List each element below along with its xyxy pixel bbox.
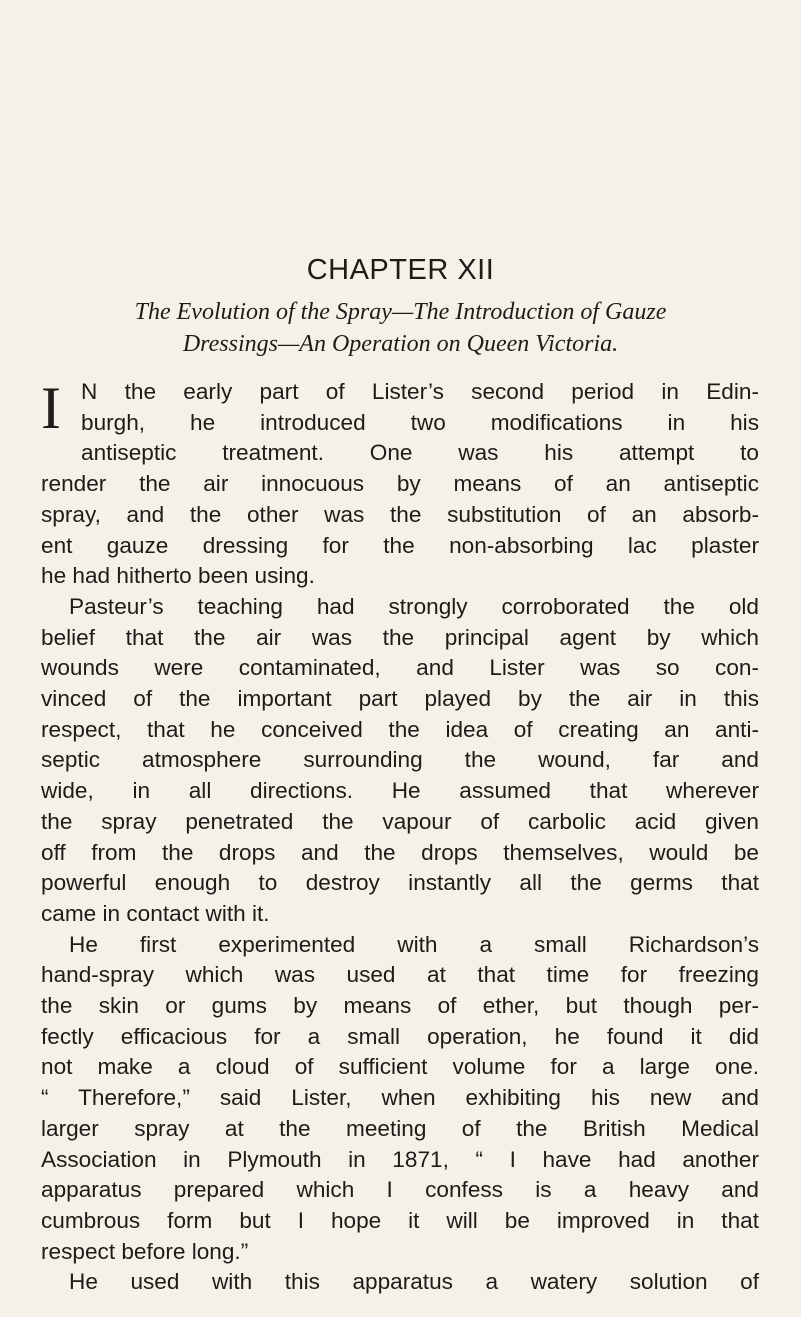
text-line: He used with this apparatus a watery solution of <box>69 1269 759 1295</box>
text-line: the skin or gums by means of ether, but though per- <box>41 993 759 1019</box>
text-line: cumbrous form but I hope it will be improved in that <box>41 1207 759 1233</box>
text-line: vinced of the important part played by the air in this <box>41 686 759 712</box>
text-line: He first experimented with a small Richardson’s <box>69 931 759 957</box>
text-line: off from the drops and the drops themselves, would be <box>41 839 759 865</box>
text-line: antiseptic treatment. One was his attempt to <box>81 440 759 466</box>
text-line: “ Therefore,” said Lister, when exhibiting his new and <box>41 1085 759 1111</box>
text-line: hand-spray which was used at that time for freezing <box>41 962 759 988</box>
text-line: belief that the air was the principal agent by which <box>41 624 759 650</box>
subtitle-line-1: The Evolution of the Spray—The Introduction of Gauze <box>134 299 667 325</box>
text-line: ent gauze dressing for the non-absorbing lac plaster <box>41 532 759 558</box>
text-line: render the air innocuous by means of an antiseptic <box>41 471 759 497</box>
text-line: respect before long.” <box>41 1238 249 1264</box>
text-line: the spray penetrated the vapour of carbolic acid given <box>41 808 759 834</box>
text-line: septic atmosphere surrounding the wound, far and <box>41 747 759 773</box>
text-line: fectly efficacious for a small operation, he found it did <box>41 1023 759 1049</box>
chapter-subtitle <box>40 296 761 360</box>
text-line: apparatus prepared which I confess is a heavy and <box>41 1177 759 1203</box>
text-line: came in contact with it. <box>41 900 270 926</box>
text-line: larger spray at the meeting of the British Medical <box>41 1115 759 1141</box>
text-line: N the early part of Lister’s second period in Edin- <box>81 379 759 404</box>
drop-cap: I <box>41 375 61 441</box>
text-line: not make a cloud of sufficient volume for a large one. <box>41 1054 759 1080</box>
subtitle-line-2: Dressings—An Operation on Queen Victoria. <box>182 331 619 357</box>
text-line: Pasteur’s teaching had strongly corroborated the old <box>69 593 759 619</box>
text-line: powerful enough to destroy instantly all the germs that <box>41 870 759 896</box>
text-line: he had hitherto been using. <box>41 563 315 589</box>
chapter-heading: CHAPTER XII <box>306 254 495 286</box>
text-line: Association in Plymouth in 1871, “ I have had another <box>41 1146 759 1172</box>
text-line: burgh, he introduced two modifications in his <box>81 409 759 435</box>
body-text <box>41 377 759 1298</box>
text-line: wide, in all directions. He assumed that wherever <box>41 778 759 804</box>
text-line: wounds were contaminated, and Lister was so con- <box>41 655 759 681</box>
text-line: respect, that he conceived the idea of creating an anti- <box>41 716 759 742</box>
text-line: spray, and the other was the substitution of an absorb- <box>41 501 759 527</box>
